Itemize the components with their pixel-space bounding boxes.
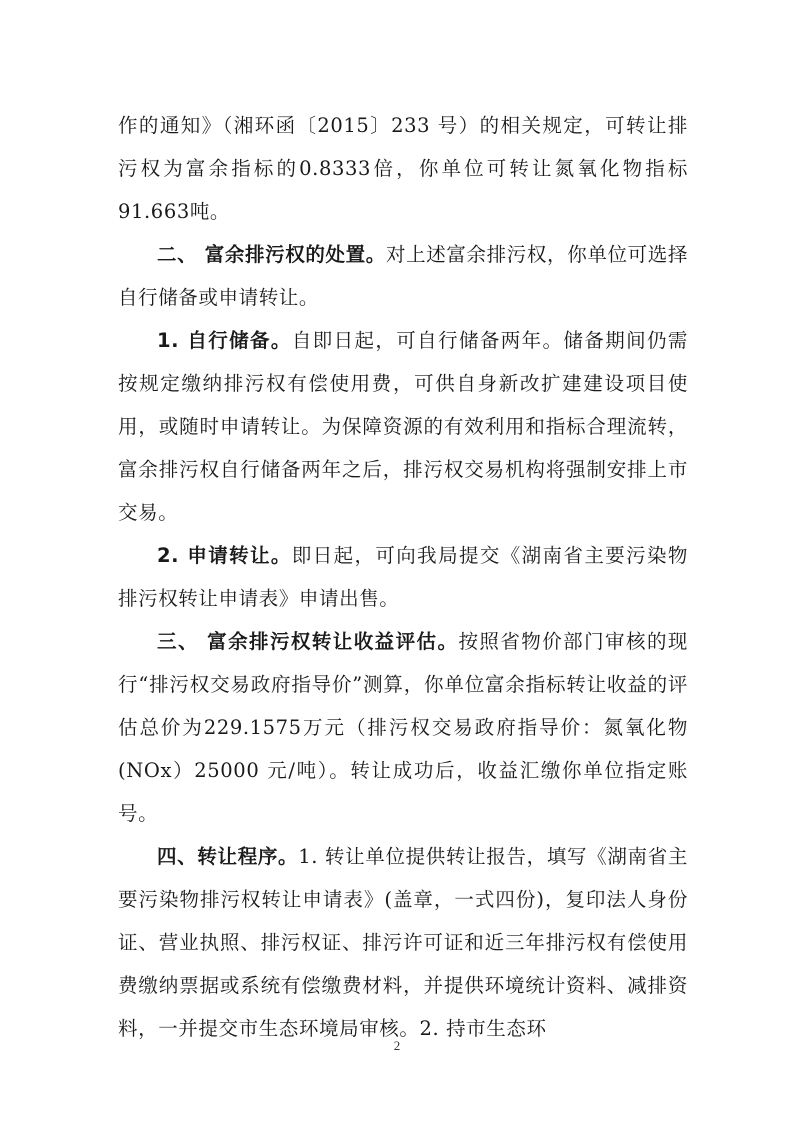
paragraph-text: 自即日起，可自行储备两年。储备期间仍需按规定缴纳排污权有偿使用费，可供自身新改扩建建设项目使用，或随时申请转让。为保障资源的有效利用和指标合理流转，富余排污权自行储备两年之后，排污权交易机构将强制安排上市交易。: [118, 329, 688, 524]
body-text: [118, 104, 688, 1050]
section-heading: 二、 富余排污权的处置。: [157, 243, 386, 266]
section-heading: 三、 富余排污权转让收益评估。: [157, 630, 459, 653]
paragraph-section-three: [118, 620, 688, 835]
paragraph-section-two: [118, 233, 688, 319]
paragraph-item-1: [118, 319, 688, 534]
item-heading: 2. 申请转让。: [157, 544, 292, 567]
paragraph-section-four: [118, 835, 688, 1050]
paragraph-text: 按照省物价部门审核的现行“排污权交易政府指导价”测算，你单位富余指标转让收益的评估总价为229.1575万元（排污权交易政府指导价：氮氧化物(NOx）25000 元/吨）。转让成功后，收益汇缴你单位指定账号。: [118, 630, 688, 825]
paragraph-text: 即日起，可向我局提交《湖南省主要污染物排污权转让申请表》申请出售。: [118, 544, 688, 610]
paragraph-text: 1. 转让单位提供转让报告，填写《湖南省主要污染物排污权转让申请表》(盖章，一式四份)，复印法人身份证、营业执照、排污权证、排污许可证和近三年排污权有偿使用费缴纳票据或系统有偿缴费材料，并提供环境统计资料、减排资料，一并提交市生态环境局审核。2. 持市生态环: [118, 845, 688, 1040]
page-number: 2: [393, 1038, 401, 1053]
section-heading: 四、转让程序。: [157, 845, 299, 868]
paragraph-text: 作的通知》（湘环函〔2015〕233 号）的相关规定，可转让排污权为富余指标的0.8333倍，你单位可转让氮氧化物指标91.663吨。: [118, 114, 688, 223]
paragraph-continuation: [118, 104, 688, 233]
item-heading: 1. 自行储备。: [157, 329, 292, 352]
paragraph-text: 对上述富余排污权，你单位可选择自行储备或申请转让。: [118, 243, 688, 309]
paragraph-item-2: [118, 534, 688, 620]
